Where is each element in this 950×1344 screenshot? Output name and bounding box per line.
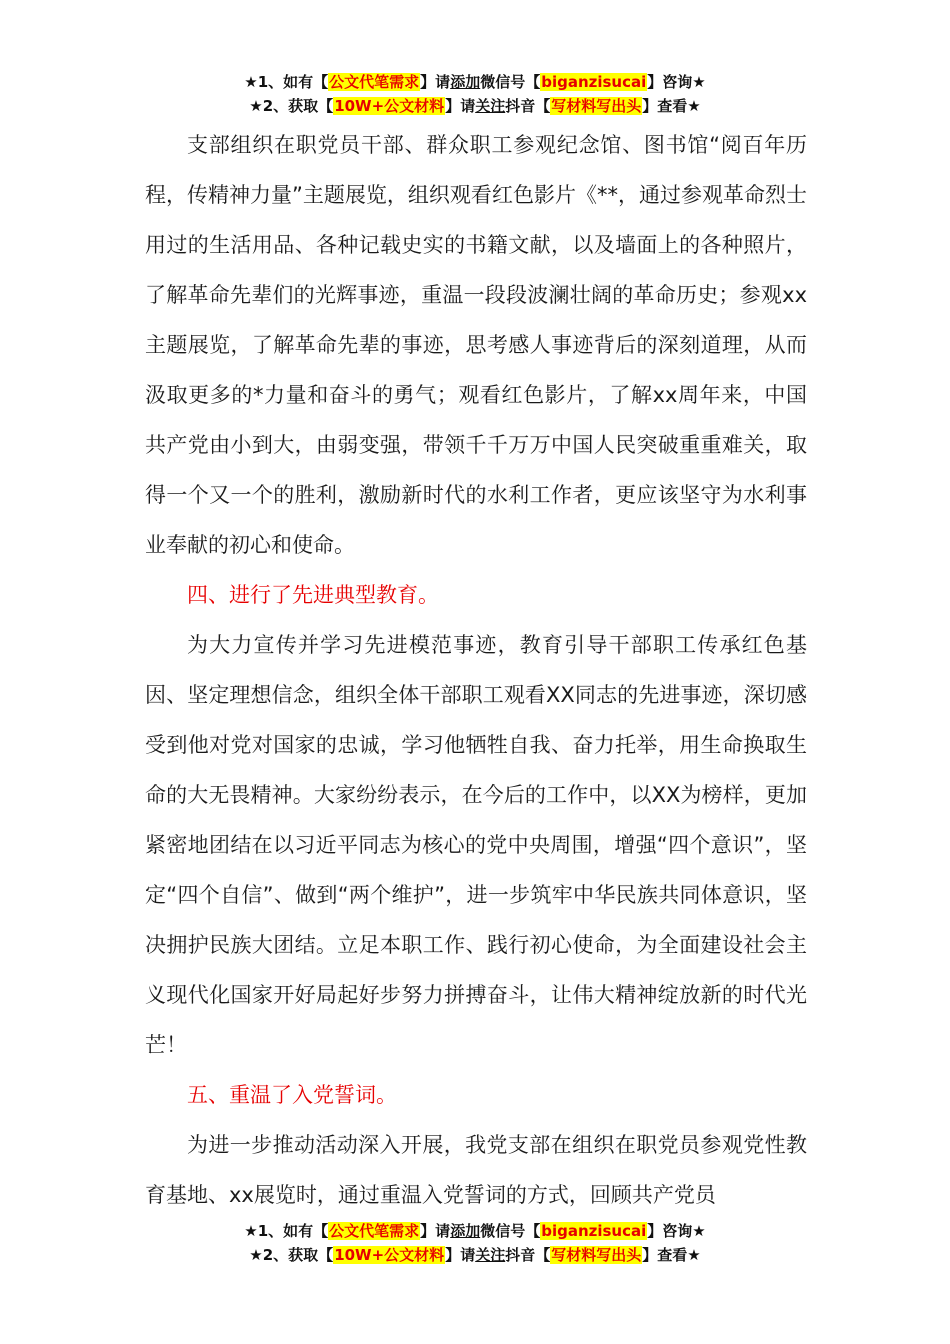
banner-text: 微信号【 [480, 73, 541, 91]
banner-text: 】请 [445, 97, 476, 115]
banner-text: 抖音【 [505, 1246, 551, 1264]
document-body [145, 120, 807, 1220]
highlight-wechat-id: biganzisucai [541, 1222, 647, 1240]
banner-line-2 [0, 1243, 950, 1267]
body-paragraph: 支部组织在职党员干部、群众职工参观纪念馆、图书馆“阅百年历程，传精神力量”主题展览，组织观看红色影片《**，通过参观革命烈士用过的生活用品、各种记载史实的书籍文献，以及墙面上的各种照片，了解革命先辈们的光辉事迹，重温一段段波澜壮阔的革命历史；参观xx主题展览，了解革命先辈的事迹，思考感人事迹背后的深刻道理，从而汲取更多的*力量和奋斗的勇气；观看红色影片，了解xx周年来，中国共产党由小到大，由弱变强，带领千千万万中国人民突破重重难关，取得一个又一个的胜利，激励新时代的水利工作者，更应该坚守为水利事业奉献的初心和使命。 [145, 133, 807, 557]
header-banner [0, 70, 950, 118]
banner-line-2 [0, 94, 950, 118]
banner-emphasis: 关注 [475, 1246, 506, 1264]
banner-text: ★1、如有【 [244, 73, 329, 91]
body-paragraph: 为进一步推动活动深入开展，我党支部在组织在职党员参观党性教育基地、xx展览时，通过重温入党誓词的方式，回顾共产党员 [145, 1133, 807, 1207]
banner-text: ★1、如有【 [244, 1222, 329, 1240]
banner-text: 】请 [445, 1246, 476, 1264]
banner-text: ★2、获取【 [249, 97, 334, 115]
highlight-materials: 10W+公文材料 [334, 1246, 445, 1264]
banner-emphasis: 添加 [450, 1222, 481, 1240]
banner-text: 】查看★ [642, 97, 701, 115]
highlight-douyin: 写材料写出头 [551, 97, 642, 115]
highlight-service: 公文代笔需求 [329, 1222, 420, 1240]
section-heading: 五、重温了入党誓词。 [187, 1083, 397, 1107]
banner-text: 】咨询★ [647, 1222, 706, 1240]
section-heading: 四、进行了先进典型教育。 [187, 583, 439, 607]
banner-text: 抖音【 [505, 97, 551, 115]
banner-emphasis: 关注 [475, 97, 506, 115]
banner-text: 】请 [420, 1222, 451, 1240]
banner-text: 】咨询★ [647, 73, 706, 91]
highlight-materials: 10W+公文材料 [334, 97, 445, 115]
banner-text: ★2、获取【 [249, 1246, 334, 1264]
footer-banner [0, 1219, 950, 1267]
banner-emphasis: 添加 [450, 73, 481, 91]
highlight-douyin: 写材料写出头 [551, 1246, 642, 1264]
banner-text: 】请 [420, 73, 451, 91]
banner-text: 微信号【 [480, 1222, 541, 1240]
banner-line-1 [0, 70, 950, 94]
highlight-wechat-id: biganzisucai [541, 73, 647, 91]
banner-text: 】查看★ [642, 1246, 701, 1264]
highlight-service: 公文代笔需求 [329, 73, 420, 91]
body-paragraph: 为大力宣传并学习先进模范事迹，教育引导干部职工传承红色基因、坚定理想信念，组织全体干部职工观看XX同志的先进事迹，深切感受到他对党对国家的忠诚，学习他牺牲自我、奋力托举，用生命换取生命的大无畏精神。大家纷纷表示，在今后的工作中，以XX为榜样，更加紧密地团结在以习近平同志为核心的党中央周围，增强“四个意识”，坚定“四个自信”、做到“两个维护”，进一步筑牢中华民族共同体意识，坚决拥护民族大团结。立足本职工作、践行初心使命，为全面建设社会主义现代化国家开好局起好步努力拼搏奋斗，让伟大精神绽放新的时代光芒！ [145, 633, 807, 1057]
banner-line-1 [0, 1219, 950, 1243]
